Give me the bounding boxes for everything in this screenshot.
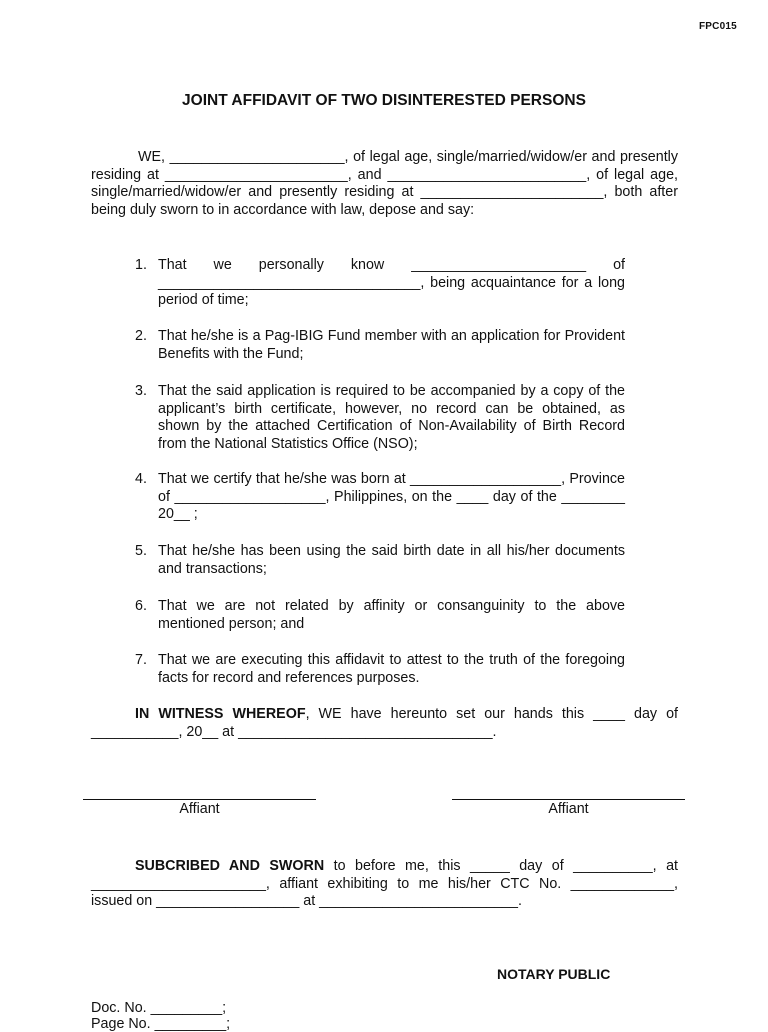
item-number: 5.	[135, 543, 147, 559]
witness-paragraph	[91, 706, 678, 741]
list-item	[135, 652, 625, 687]
item-text: That he/she has been using the said birth date in all his/her documents and transactions;	[158, 543, 625, 577]
item-number: 1.	[135, 257, 147, 273]
document-title: JOINT AFFIDAVIT OF TWO DISINTERESTED PERSONS	[182, 92, 586, 109]
list-item	[135, 383, 625, 453]
item-number: 6.	[135, 598, 147, 614]
witness-text: , WE have hereunto set our hands this ____ day of ___________, 20__ at ________________________________.	[91, 706, 678, 740]
item-text: That we are executing this affidavit to attest to the truth of the foregoing facts for record and references purposes.	[158, 652, 625, 686]
item-number: 7.	[135, 652, 147, 668]
signature-line-right	[452, 799, 685, 800]
notary-public-label: NOTARY PUBLIC	[497, 966, 611, 982]
item-text: That we are not related by affinity or consanguinity to the above mentioned person; and	[158, 598, 625, 632]
intro-paragraph: WE, ______________________, of legal age, single/married/widow/er and presently residing at _______________________, and _________________________, of legal age, single/married/widow/er and presently residing at _______________________, both after being duly sworn to in accordance with law, depose and say:	[91, 149, 678, 218]
item-text: That the said application is required to be accompanied by a copy of the applicant’s birth certificate, however, no record can be obtained, as shown by the attached Certification of Non-Availability of Birth Record from the National Statistics Office (NSO);	[158, 383, 625, 452]
item-text: That we personally know ______________________ of _________________________________, being acquaintance for a long period of time;	[158, 257, 625, 309]
list-item	[135, 257, 625, 310]
jurat-text: to before me, this _____ day of __________, at ______________________, affiant exhibiting to me his/her CTC No. _____________, issued on __________________ at _________________________.	[91, 858, 678, 910]
list-item	[135, 471, 625, 524]
list-item	[135, 598, 625, 633]
witness-heading: IN WITNESS WHEREOF	[135, 706, 306, 722]
item-number: 3.	[135, 383, 147, 399]
jurat-paragraph	[91, 858, 678, 911]
list-item	[135, 328, 625, 363]
doc-number-line: Doc. No. _________;	[91, 1000, 227, 1016]
signature-label-right: Affiant	[548, 801, 589, 817]
item-text: That he/she is a Pag-IBIG Fund member with an application for Provident Benefits with the Fund;	[158, 328, 625, 362]
item-text: That we certify that he/she was born at ___________________, Province of ___________________, Philippines, on the ____ day of the ________ 20__ ;	[158, 471, 625, 523]
item-number: 2.	[135, 328, 147, 344]
form-code: FPC015	[699, 21, 737, 32]
signature-line-left	[83, 799, 316, 800]
jurat-heading: SUBCRIBED AND SWORN	[135, 858, 325, 874]
signature-label-left: Affiant	[179, 801, 220, 817]
item-number: 4.	[135, 471, 147, 487]
page-number-line: Page No. _________;	[91, 1016, 231, 1032]
list-item	[135, 543, 625, 578]
